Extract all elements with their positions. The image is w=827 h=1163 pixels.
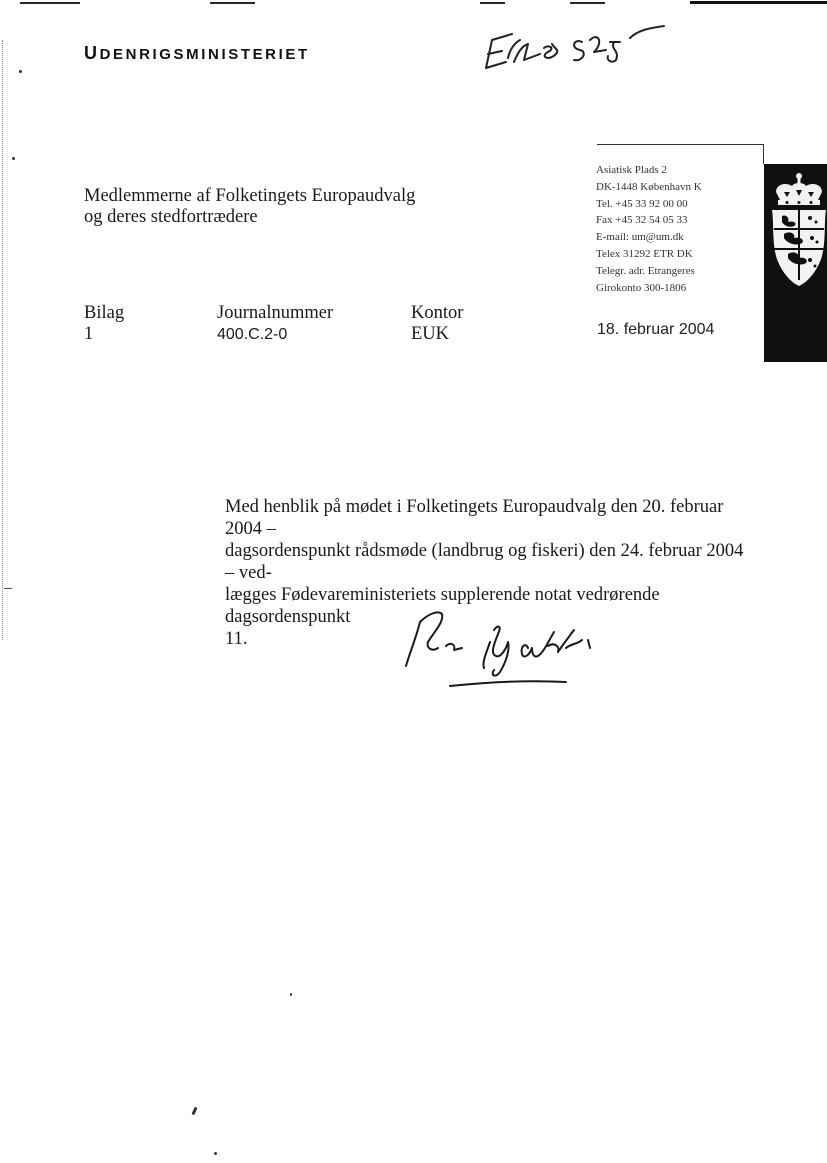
scan-speck [290, 993, 292, 996]
scan-speck [19, 70, 22, 73]
address-telegram: Telegr. adr. Etrangeres [596, 264, 695, 277]
kontor-value: EUK [411, 324, 450, 344]
body-line-4: 11. [225, 629, 248, 649]
address-rule [597, 144, 763, 145]
address-street: Asiatisk Plads 2 [596, 164, 667, 176]
address-fax: Fax +45 32 54 05 33 [596, 214, 688, 227]
kontor-label: Kontor [411, 303, 464, 323]
scan-speck [214, 1152, 217, 1155]
scan-speck [12, 157, 15, 160]
bilag-label: Bilag [84, 303, 125, 323]
journal-value: 400.C.2-0 [217, 326, 288, 343]
recipient-block [84, 186, 415, 228]
handwritten-signature [398, 602, 608, 692]
bilag-field [84, 303, 124, 345]
journal-label: Journalnummer [217, 303, 334, 323]
address-giro: Girokonto 300-1806 [596, 281, 687, 294]
bilag-value: 1 [84, 324, 94, 344]
kontor-field [411, 303, 463, 345]
address-block [596, 162, 702, 296]
letter-date: 18. februar 2004 [597, 321, 715, 338]
scan-edge-left [2, 40, 5, 640]
body-line-2: dagsordenspunkt rådsmøde (landbrug og fiskeri) den 24. februar 2004 – ved- [225, 541, 744, 583]
ministry-name [84, 43, 310, 64]
body-line-1: Med henblik på mødet i Folketingets Europaudvalg den 20. februar 2004 – [225, 497, 724, 539]
journal-field [217, 303, 333, 345]
address-rule-vertical [763, 144, 764, 164]
danish-royal-crest-icon [770, 170, 827, 288]
address-email: E-mail: um@um.dk [596, 231, 684, 244]
address-city: DK-1448 København K [596, 180, 702, 193]
scan-speck [191, 1107, 197, 1116]
handwritten-reference [478, 18, 678, 74]
address-telex: Telex 31292 ETR DK [596, 247, 693, 260]
margin-mark [4, 588, 12, 589]
recipient-line-1: Medlemmerne af Folketingets Europaudvalg [84, 186, 416, 206]
scan-edge-top [0, 0, 827, 8]
recipient-line-2: og deres stedfortrædere [84, 207, 258, 227]
address-phone: Tel. +45 33 92 00 00 [596, 197, 688, 210]
ministry-name-text: UDENRIGSMINISTERIET [84, 43, 310, 63]
body-line-3: lægges Fødevareministeriets supplerende notat vedrørende dagsordenspunkt [225, 585, 660, 627]
